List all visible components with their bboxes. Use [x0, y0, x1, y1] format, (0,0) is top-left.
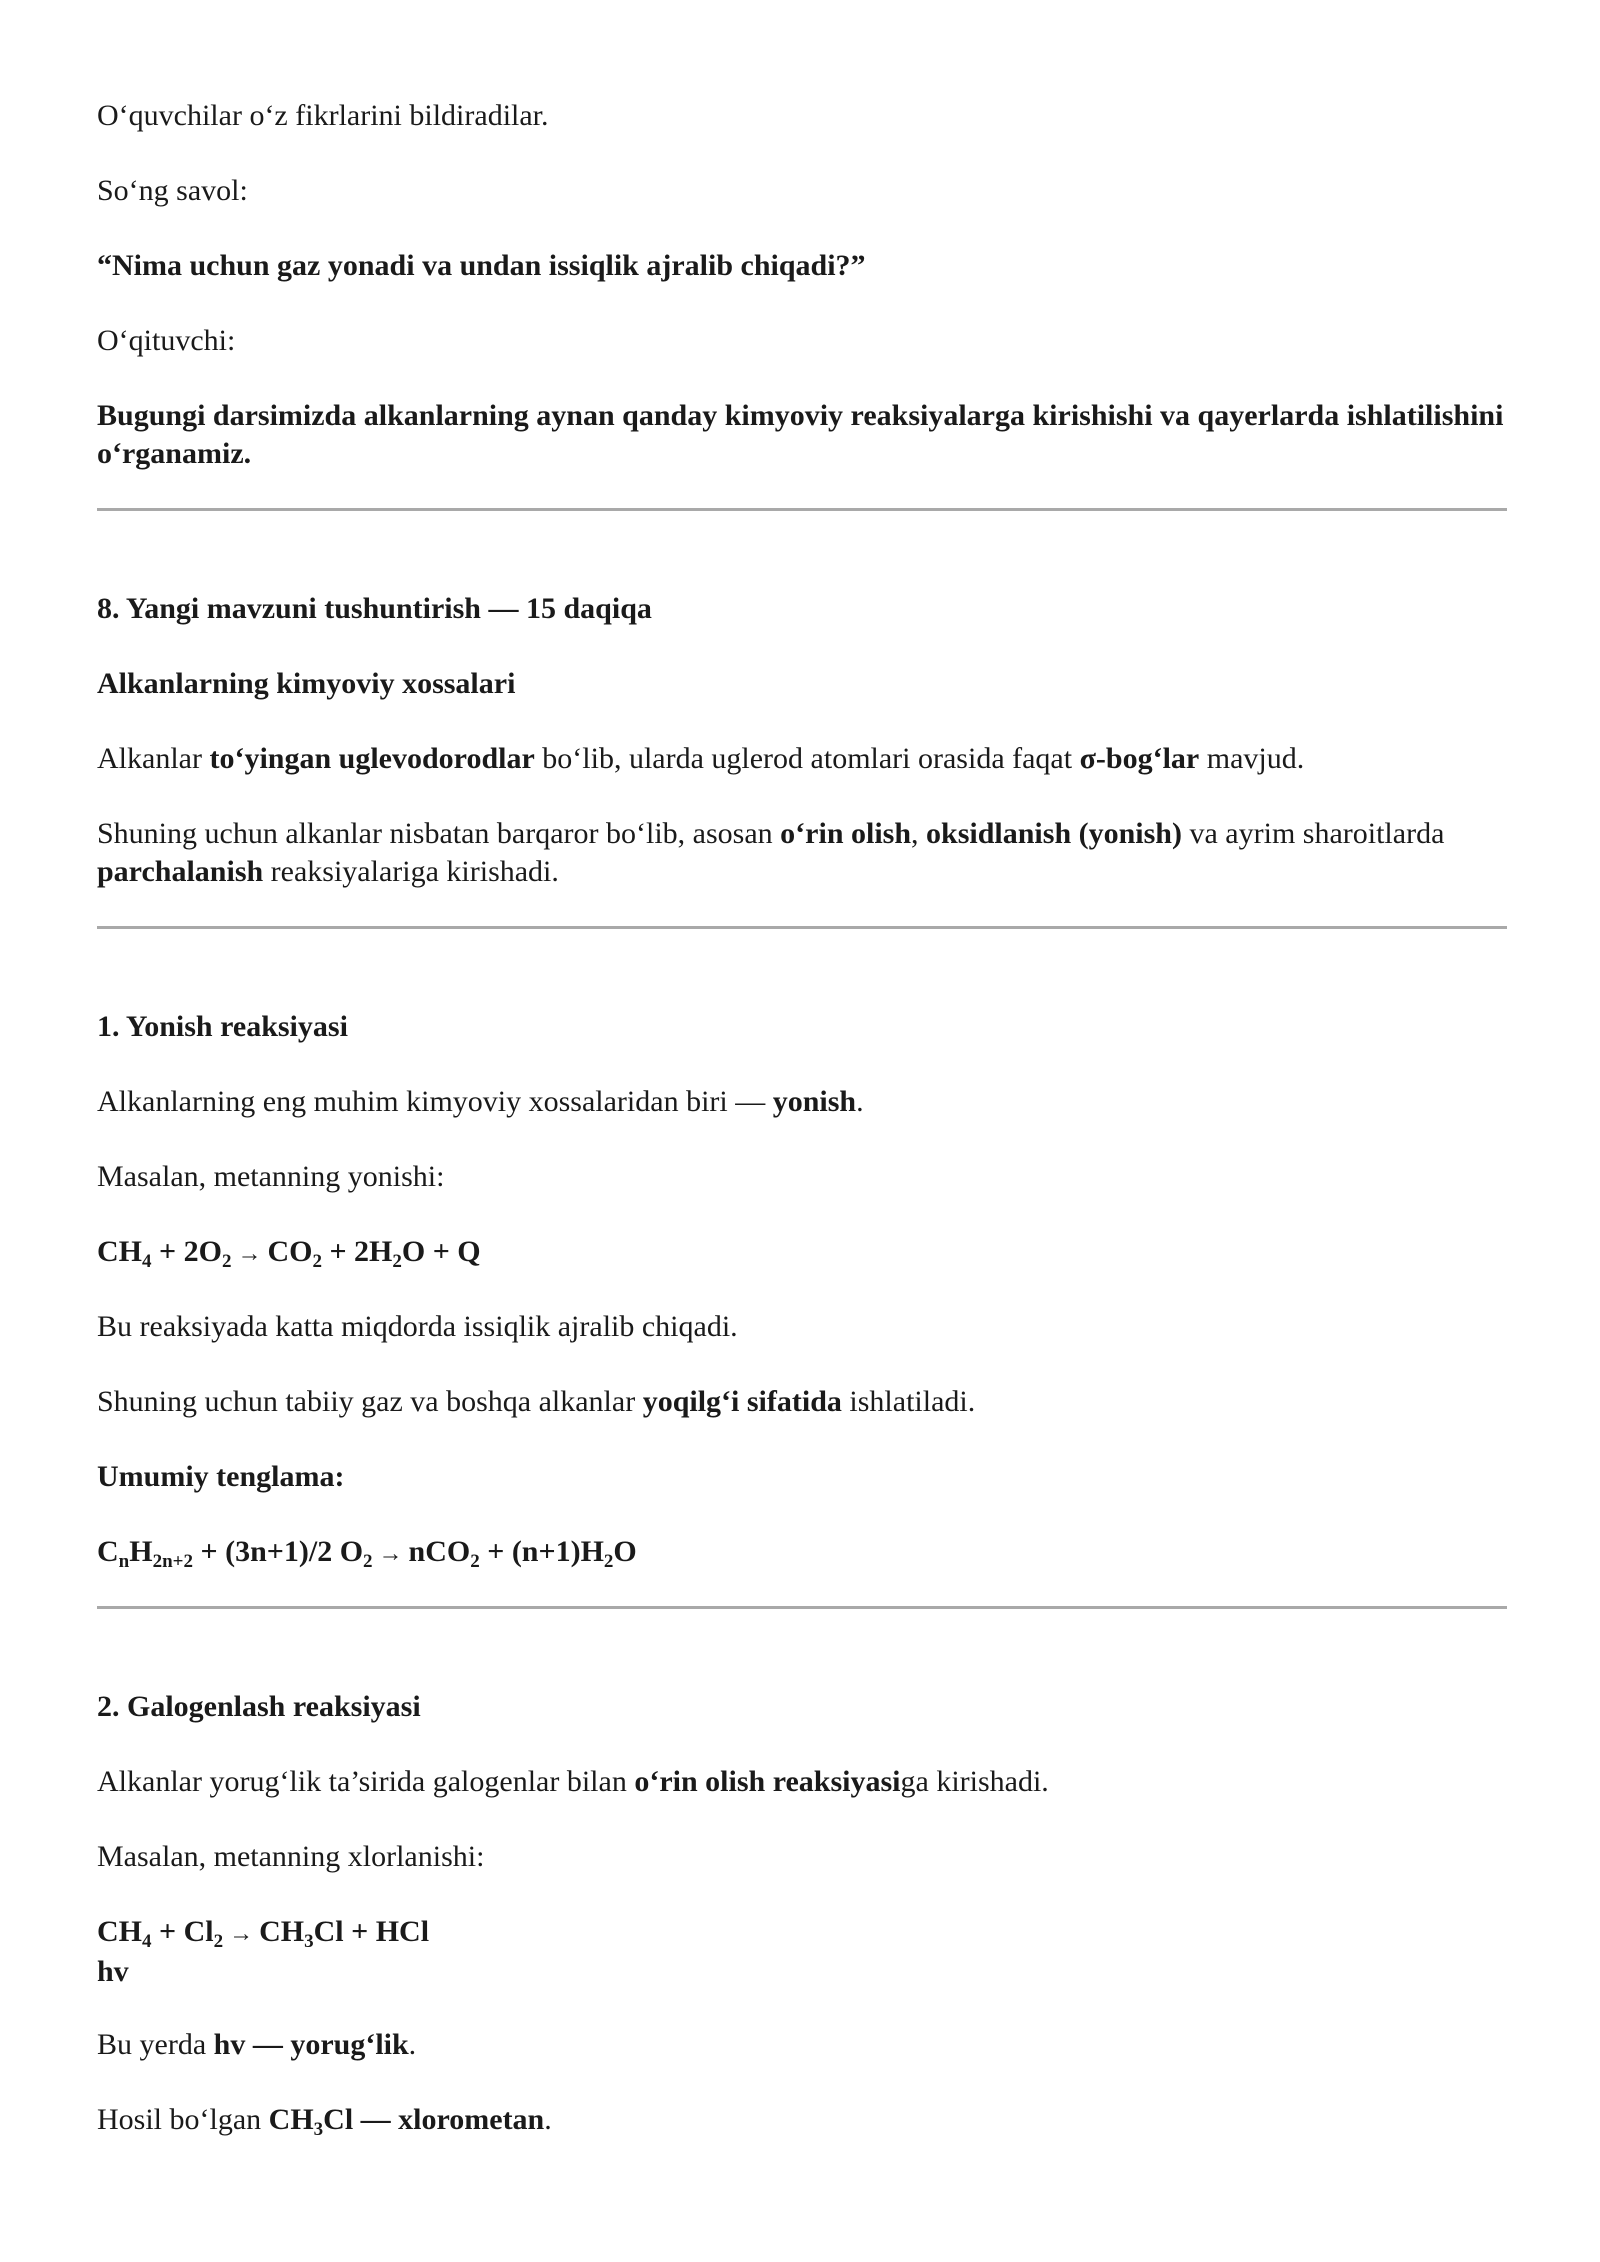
- eq-part: CO: [267, 1235, 313, 1268]
- lesson-goal: [97, 397, 1507, 473]
- text-run: Shuning uchun alkanlar nisbatan barqaror bo‘lib, asosan: [97, 817, 781, 850]
- text-run: Hosil bo‘lgan: [97, 2103, 269, 2136]
- text-run: Bu yerda: [97, 2028, 214, 2061]
- general-combustion-equation: [97, 1533, 1507, 1573]
- eq-subscript: 4: [142, 1931, 152, 1952]
- text-run: mavjud.: [1199, 742, 1305, 775]
- divider-1: [97, 508, 1507, 511]
- methane-chlorination-equation: [97, 1913, 1507, 1991]
- galogen-paragraph-3: [97, 2026, 1507, 2064]
- reaction-condition: hv: [97, 1955, 129, 1988]
- eq-part: O: [613, 1535, 637, 1568]
- intro-paragraph-3: O‘qituvchi:: [97, 324, 236, 357]
- arrow-icon: →: [223, 1921, 260, 1947]
- question-text: “Nima uchun gaz yonadi va undan issiqlik ajralib chiqadi?”: [97, 249, 866, 282]
- text-run: reaksiyalariga kirishadi.: [263, 855, 559, 888]
- bold-term: oksidlanish (yonish): [926, 817, 1182, 850]
- eq-part: O + Q: [401, 1235, 481, 1268]
- galogen-paragraph-1: [97, 1763, 1507, 1801]
- yonish-paragraph-2: Masalan, metanning yonishi:: [97, 1160, 445, 1193]
- eq-part: + (n+1)H: [479, 1535, 604, 1568]
- eq-part: CH: [97, 1235, 142, 1268]
- eq-part: + 2O: [151, 1235, 222, 1268]
- arrow-icon: →: [231, 1241, 268, 1267]
- eq-subscript: 2: [221, 1251, 232, 1272]
- eq-subscript: 2: [470, 1551, 480, 1572]
- eq-part: C: [97, 1535, 119, 1568]
- text-run: Alkanlar yorug‘lik ta’sirida galogenlar bilan: [97, 1765, 635, 1798]
- eq-subscript: 2: [213, 1931, 224, 1952]
- divider-3: [97, 1606, 1507, 1609]
- bold-term: o‘rin olish: [780, 817, 912, 850]
- yonish-paragraph-1: [97, 1083, 1507, 1121]
- text-run: .: [408, 2028, 417, 2061]
- bold-term: o‘rin olish reaksiyasi: [634, 1765, 901, 1798]
- bold-term: σ-bog‘lar: [1079, 742, 1200, 775]
- bold-term: Cl — xlorometan: [323, 2103, 545, 2136]
- eq-subscript: 2n+2: [152, 1551, 193, 1572]
- section-8-heading: 8. Yangi mavzuni tushuntirish — 15 daqiqa: [97, 592, 652, 625]
- eq-part: nCO: [408, 1535, 471, 1568]
- bold-term: yonish: [772, 1085, 857, 1118]
- text-run: bo‘lib, ularda uglerod atomlari orasida faqat: [534, 742, 1080, 775]
- intro-paragraph-2: So‘ng savol:: [97, 174, 248, 207]
- bold-term: yoqilg‘i sifatida: [642, 1385, 842, 1418]
- bold-term: hv — yorug‘lik: [213, 2028, 409, 2061]
- eq-subscript: 2: [603, 1551, 614, 1572]
- eq-part: CH: [97, 1915, 142, 1948]
- label-text: Umumiy tenglama:: [97, 1460, 345, 1493]
- text-run: va ayrim sharoitlarda: [1181, 817, 1445, 850]
- eq-subscript: 4: [142, 1251, 152, 1272]
- lesson-goal-text: Bugungi darsimizda alkanlarning aynan qanday kimyoviy reaksiyalarga kirishishi va qayerlarda ishlatilishini o‘rganamiz.: [97, 399, 1504, 470]
- arrow-icon: →: [372, 1541, 409, 1567]
- intro-paragraph-1: O‘quvchilar o‘z fikrlarini bildiradilar.: [97, 99, 549, 132]
- text-run: Alkanlarning eng muhim kimyoviy xossalaridan biri —: [97, 1085, 773, 1118]
- text-run: .: [544, 2103, 552, 2136]
- eq-part: + (3n+1)/2 O: [193, 1535, 364, 1568]
- yonish-paragraph-4: [97, 1383, 1507, 1421]
- eq-subscript: 2: [363, 1551, 373, 1572]
- eq-subscript: 2: [312, 1251, 322, 1272]
- galogen-paragraph-2: Masalan, metanning xlorlanishi:: [97, 1840, 485, 1873]
- intro-question: [97, 247, 1507, 285]
- bold-term: CH: [268, 2103, 314, 2136]
- section-8-paragraph-2: [97, 815, 1507, 891]
- text-run: .: [856, 1085, 864, 1118]
- galogen-heading: 2. Galogenlash reaksiyasi: [97, 1690, 421, 1723]
- section-8-subheading: Alkanlarning kimyoviy xossalari: [97, 667, 516, 700]
- yonish-heading: 1. Yonish reaksiyasi: [97, 1010, 348, 1043]
- text-run: ishlatiladi.: [841, 1385, 976, 1418]
- eq-subscript: n: [118, 1551, 130, 1572]
- eq-part: Cl + HCl: [313, 1915, 430, 1948]
- section-8-paragraph-1: [97, 740, 1507, 778]
- text-run: ga kirishadi.: [900, 1765, 1049, 1798]
- bold-term: to‘yingan uglevodorodlar: [209, 742, 535, 775]
- bold-term: parchalanish: [97, 855, 264, 888]
- galogen-paragraph-4: [97, 2101, 1507, 2139]
- eq-subscript: 3: [313, 2119, 324, 2140]
- eq-part: H: [129, 1535, 153, 1568]
- text-run: Alkanlar: [97, 742, 210, 775]
- text-run: ,: [911, 817, 927, 850]
- eq-subscript: 3: [304, 1931, 314, 1952]
- yonish-paragraph-3: Bu reaksiyada katta miqdorda issiqlik ajralib chiqadi.: [97, 1310, 738, 1343]
- eq-part: CH: [259, 1915, 305, 1948]
- eq-subscript: 2: [392, 1251, 402, 1272]
- eq-part: + 2H: [321, 1235, 393, 1268]
- methane-combustion-equation: [97, 1233, 1507, 1273]
- divider-2: [97, 926, 1507, 929]
- text-run: Shuning uchun tabiiy gaz va boshqa alkanlar: [97, 1385, 643, 1418]
- general-equation-label: [97, 1458, 1507, 1496]
- eq-part: + Cl: [151, 1915, 214, 1948]
